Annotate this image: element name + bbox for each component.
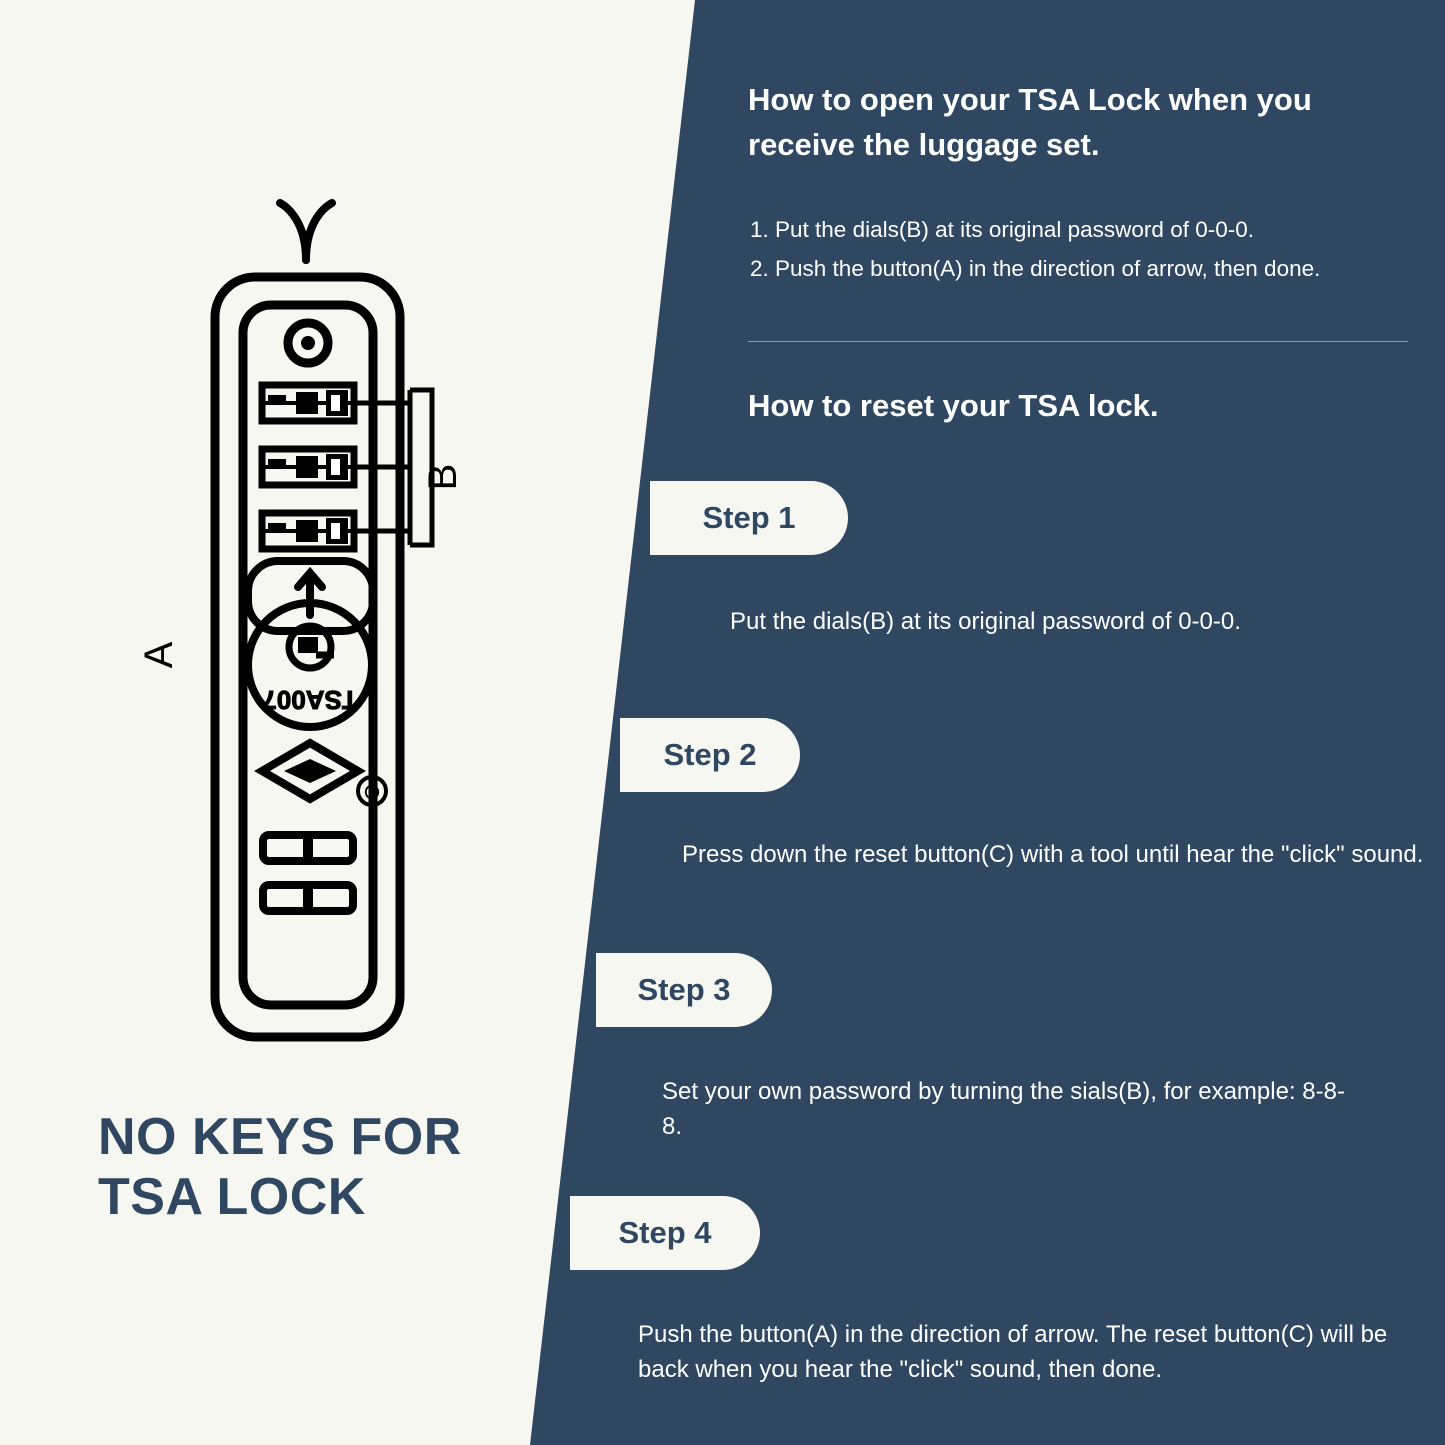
open-step-2: 2. Push the button(A) in the direction of arrow, then done.: [750, 256, 1321, 282]
step-2-text: Press down the reset button(C) with a tool until hear the "click" sound.: [682, 841, 1424, 868]
tsa-emblem-label: TSA007: [262, 685, 358, 715]
registered-mark-label: ®: [365, 783, 379, 804]
step-4-tab-label: Step 4: [618, 1215, 712, 1250]
step-1-tab: [650, 481, 848, 555]
open-lock-title: How to open your TSA Lock when you receive the luggage set.: [748, 82, 1312, 162]
label-b: B: [421, 463, 465, 491]
step-3-tab: [596, 953, 772, 1027]
step-3-text: Set your own password by turning the sials(B), for example: 8-8-8.: [662, 1078, 1345, 1140]
step-3-tab-label: Step 3: [637, 972, 731, 1007]
step-4-text: Push the button(A) in the direction of arrow. The reset button(C) will be back when you hear the "click" sound, then done.: [638, 1321, 1388, 1383]
step-2-tab-label: Step 2: [663, 737, 757, 772]
step-1-tab-label: Step 1: [702, 500, 796, 535]
reset-lock-title: How to reset your TSA lock.: [748, 388, 1159, 423]
no-keys-headline: NO KEYS FOR TSA LOCK: [98, 1108, 462, 1226]
step-4-tab: [570, 1196, 760, 1270]
label-a: A: [137, 641, 181, 669]
step-2-tab: [620, 718, 800, 792]
step-1-text: Put the dials(B) at its original password of 0-0-0.: [730, 608, 1241, 635]
section-divider: [748, 341, 1408, 342]
open-step-1: 1. Put the dials(B) at its original password of 0-0-0.: [750, 217, 1254, 242]
open-lock-steps: [750, 210, 1440, 289]
